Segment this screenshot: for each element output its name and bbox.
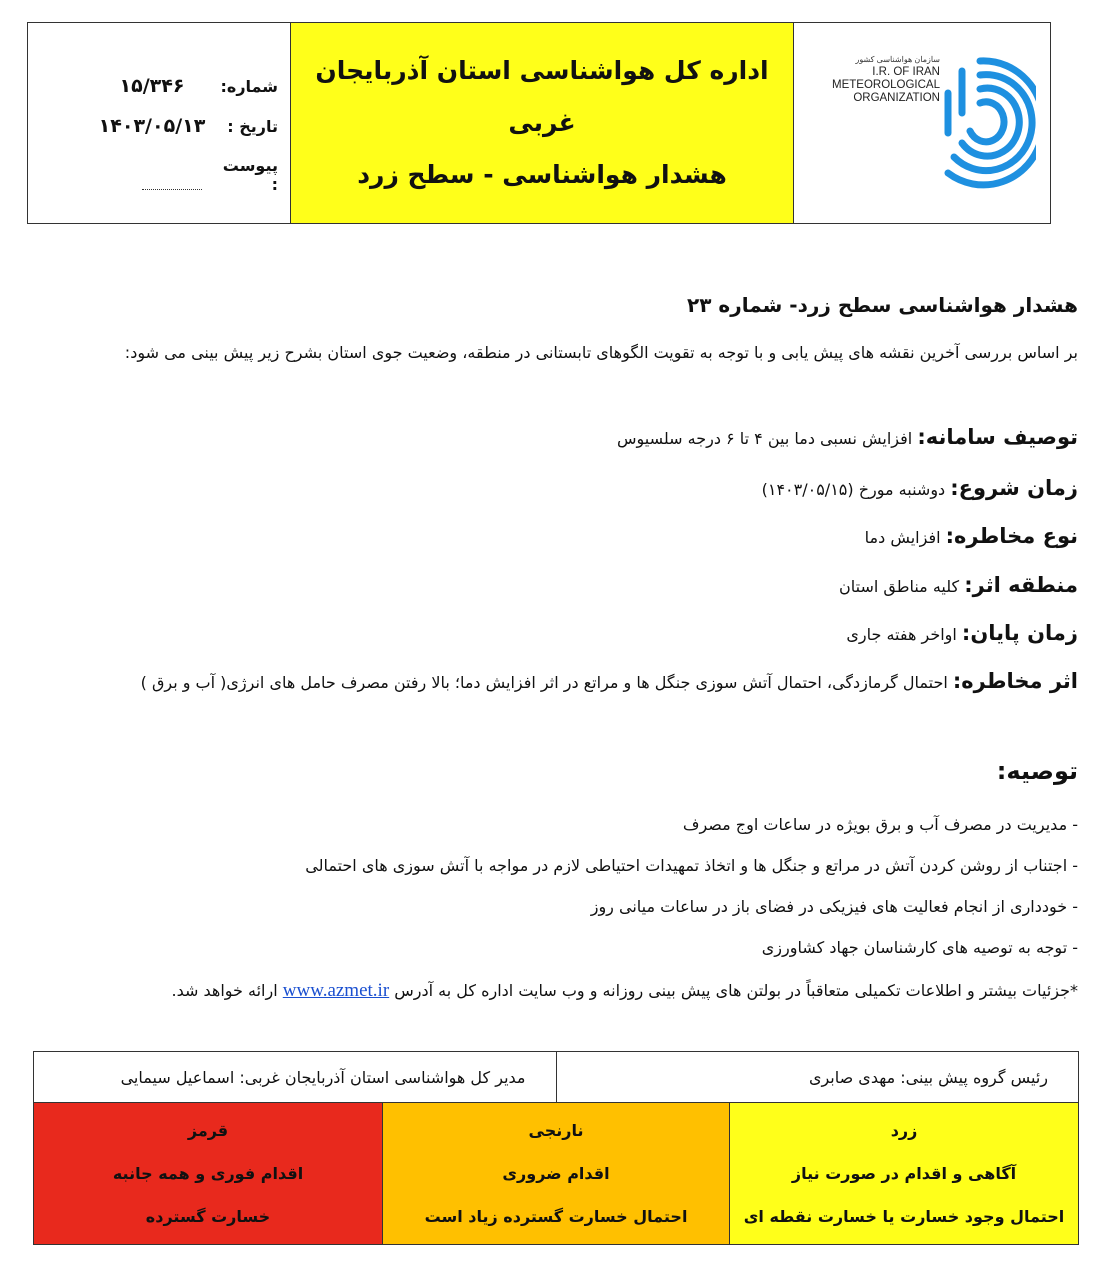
- end-value: اواخر هفته جاری: [846, 625, 957, 644]
- logo-line1: I.R. OF IRAN: [872, 66, 940, 78]
- start-time-row: [762, 476, 1078, 500]
- note-suffix: ارائه خواهد شد.: [171, 981, 278, 1000]
- hazard-value: افزایش دما: [864, 528, 941, 547]
- advice-item: - اجتناب از روشن کردن آتش در مراتع و جنگل ها و اتخاذ تمهیدات احتیاطی لازم در مواجه با آتش سوزی های احتمالی: [305, 856, 1078, 875]
- level-yellow-damage: احتمال وجود خسارت یا خسارت نقطه ای: [743, 1207, 1065, 1226]
- advice-item: - توجه به توصیه های کارشناسان جهاد کشاورزی: [761, 938, 1078, 957]
- director-cell: مدیر کل هواشناسی استان آذربایجان غربی: اسماعیل سیمایی: [120, 1067, 526, 1087]
- logo-text: [832, 53, 940, 105]
- level-red-action: اقدام فوری و همه جانبه: [112, 1164, 304, 1183]
- note-prefix: *جزئیات بیشتر و اطلاعات تکمیلی متعاقباً در بولتن های پیش بینی روزانه و وب سایت اداره کل به آدرس: [394, 981, 1078, 1000]
- level-yellow-cell: [730, 1103, 1078, 1244]
- header-title-block: [290, 23, 794, 223]
- level-orange-action: اقدام ضروری: [502, 1164, 610, 1183]
- number-label: شماره:: [220, 77, 278, 96]
- system-value: افزایش نسبی دما بین ۴ تا ۶ درجه سلسیوس: [616, 429, 913, 448]
- intro-paragraph: بر اساس بررسی آخرین نقشه های پیش یابی و با توجه به تقویت الگوهای تابستانی در منطقه، وضعیت جوی استان بشرح زیر پیش بینی می شود:: [124, 343, 1078, 362]
- hazard-label: نوع مخاطره:: [945, 524, 1078, 548]
- advice-heading: توصیه:: [996, 757, 1078, 785]
- start-value: دوشنبه مورخ (۱۴۰۳/۰۵/۱۵): [761, 480, 946, 499]
- number-row: [92, 75, 278, 97]
- details-note: [172, 980, 1078, 1002]
- logo-org-fa: سازمان هواشناسی کشور: [855, 55, 940, 64]
- warning-heading: هشدار هواشناسی سطح زرد- شماره ۲۳: [687, 293, 1078, 317]
- number-value: ۱۵/۳۴۶: [119, 75, 185, 97]
- system-description-row: [617, 425, 1078, 449]
- date-value: ۱۴۰۳/۰۵/۱۳: [98, 115, 206, 137]
- level-orange-cell: [382, 1103, 730, 1244]
- advice-item: - خودداری از انجام فعالیت های فیزیکی در فضای باز در ساعات میانی روز: [590, 897, 1078, 916]
- reference-block: [28, 23, 290, 223]
- impact-label: اثر مخاطره:: [952, 669, 1078, 693]
- logo-line2: METEOROLOGICAL: [832, 79, 940, 91]
- logo-block: [794, 23, 1050, 223]
- system-label: توصیف سامانه:: [917, 425, 1078, 449]
- warning-level-title: هشدار هواشناسی - سطح زرد: [357, 160, 727, 189]
- logo-line3: ORGANIZATION: [853, 92, 940, 104]
- attachment-row: [142, 156, 278, 194]
- document-header: [27, 22, 1051, 224]
- level-red-cell: [34, 1103, 382, 1244]
- level-orange-damage: احتمال خسارت گسترده زیاد است: [424, 1207, 688, 1226]
- attachment-blank: [142, 189, 202, 190]
- start-label: زمان شروع:: [950, 476, 1078, 500]
- meteorological-organization-logo-icon: [940, 53, 1036, 193]
- end-time-row: [846, 621, 1078, 645]
- date-label: تاریخ :: [227, 117, 278, 136]
- website-link[interactable]: www.azmet.ir: [282, 980, 390, 1001]
- impact-value: احتمال گرمازدگی، احتمال آتش سوزی جنگل ها و مراتع در اثر افزایش دما؛ بالا رفتن مصرف حامل های انرژی( آب و برق ): [140, 673, 948, 692]
- affected-area-row: [839, 573, 1078, 597]
- area-value: کلیه مناطق استان: [839, 577, 960, 596]
- office-title: اداره کل هواشناسی استان آذربایجان غربی: [315, 56, 769, 137]
- advice-item: - مدیریت در مصرف آب و برق بویژه در ساعات اوج مصرف: [682, 815, 1078, 834]
- date-row: [92, 115, 278, 137]
- attachment-label: پیوست :: [222, 156, 278, 194]
- forecast-head-cell: رئیس گروه پیش بینی: مهدی صابری: [556, 1052, 1079, 1102]
- hazard-type-row: [865, 524, 1078, 548]
- level-red-name: قرمز: [187, 1121, 229, 1140]
- level-red-damage: خسارت گسترده: [145, 1207, 271, 1226]
- end-label: زمان پایان:: [961, 621, 1078, 645]
- area-label: منطقه اثر:: [964, 573, 1078, 597]
- level-orange-name: نارنجی: [528, 1121, 584, 1140]
- hazard-impact-row: [141, 669, 1078, 693]
- signatures-row: [33, 1051, 1079, 1103]
- warning-levels-legend: [33, 1103, 1079, 1245]
- level-yellow-name: زرد: [890, 1121, 918, 1140]
- level-yellow-action: آگاهی و اقدام در صورت نیاز: [791, 1164, 1017, 1183]
